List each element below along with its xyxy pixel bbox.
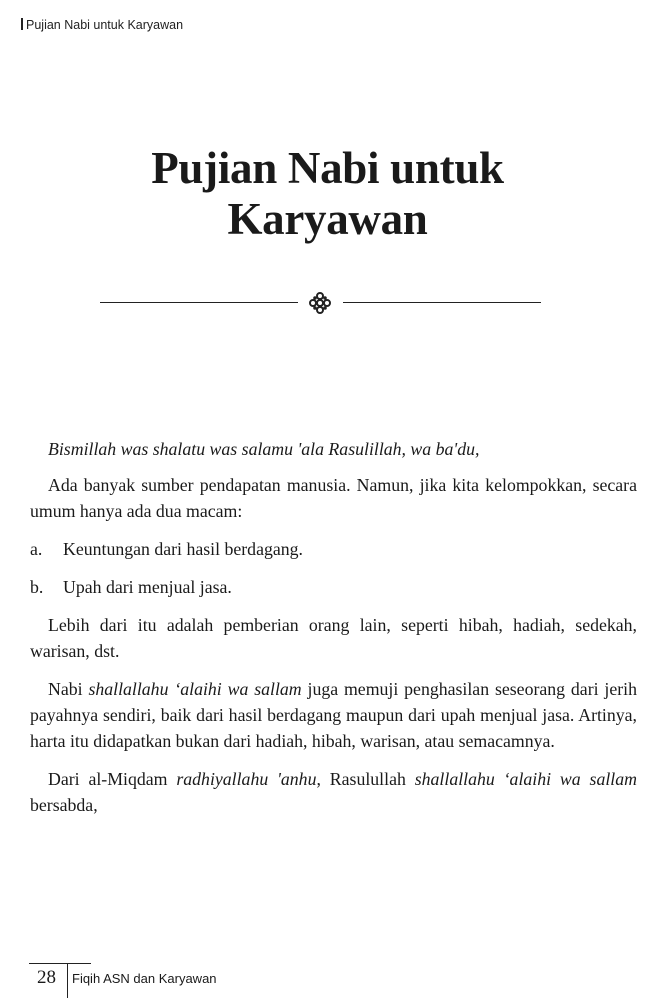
p4-text-e: bersabda,	[30, 795, 98, 815]
title-divider	[100, 292, 541, 314]
paragraph-3	[30, 676, 637, 754]
p4-text-a: Dari al-Miqdam	[48, 769, 177, 789]
chapter-title-line-1: Pujian Nabi untuk	[151, 143, 504, 193]
list-marker: b.	[30, 577, 44, 597]
divider-line-right	[343, 302, 541, 303]
running-head-text: Pujian Nabi untuk Karyawan	[26, 18, 184, 32]
p4-salawat: shallallahu ‘alaihi wa sallam	[414, 769, 637, 789]
running-head	[21, 18, 183, 32]
floral-ornament-icon	[307, 292, 333, 314]
chapter-title	[0, 143, 655, 245]
footer-book-title: Fiqih ASN dan Karyawan	[72, 971, 217, 986]
p3-text-a: Nabi	[48, 679, 89, 699]
running-head-bar	[21, 18, 23, 30]
p3-text-c: juga memuji penghasilan seseorang dari jerih payahnya sendiri, baik dari hasil berdagang maupun dari upah menjual jasa. Artinya, harta itu didapatkan bukan dari hadiah, hibah, warisan, atau semacamnya.	[30, 679, 638, 751]
chapter-title-line-2: Karyawan	[227, 194, 428, 244]
list-marker: a.	[30, 539, 43, 559]
chapter-body	[30, 436, 637, 830]
list-text: Upah dari menjual jasa.	[63, 577, 232, 597]
divider-line-left	[100, 302, 298, 303]
footer-rule	[29, 963, 91, 964]
p3-salawat: shallallahu ‘alaihi wa sallam	[88, 679, 302, 699]
page-number: 28	[37, 967, 56, 988]
paragraph-1: Ada banyak sumber pendapatan manusia. Namun, jika kita kelompokkan, secara umum hanya ada dua macam:	[30, 475, 637, 521]
footer-separator	[67, 964, 68, 998]
p4-radhiyallahu: radhiyallahu 'anhu	[176, 769, 317, 789]
p4-text-c: , Rasulullah	[316, 769, 415, 789]
paragraph-2: Lebih dari itu adalah pemberian orang lain, seperti hibah, hadiah, sedekah, warisan, dst.	[30, 615, 637, 661]
paragraph-4	[30, 766, 637, 818]
list-text: Keuntungan dari hasil berdagang.	[63, 539, 303, 559]
opening-greeting: Bismillah was shalatu was salamu 'ala Rasulillah, wa ba'du,	[48, 439, 480, 459]
list-item-b	[30, 574, 637, 600]
list-item-a	[30, 536, 637, 562]
